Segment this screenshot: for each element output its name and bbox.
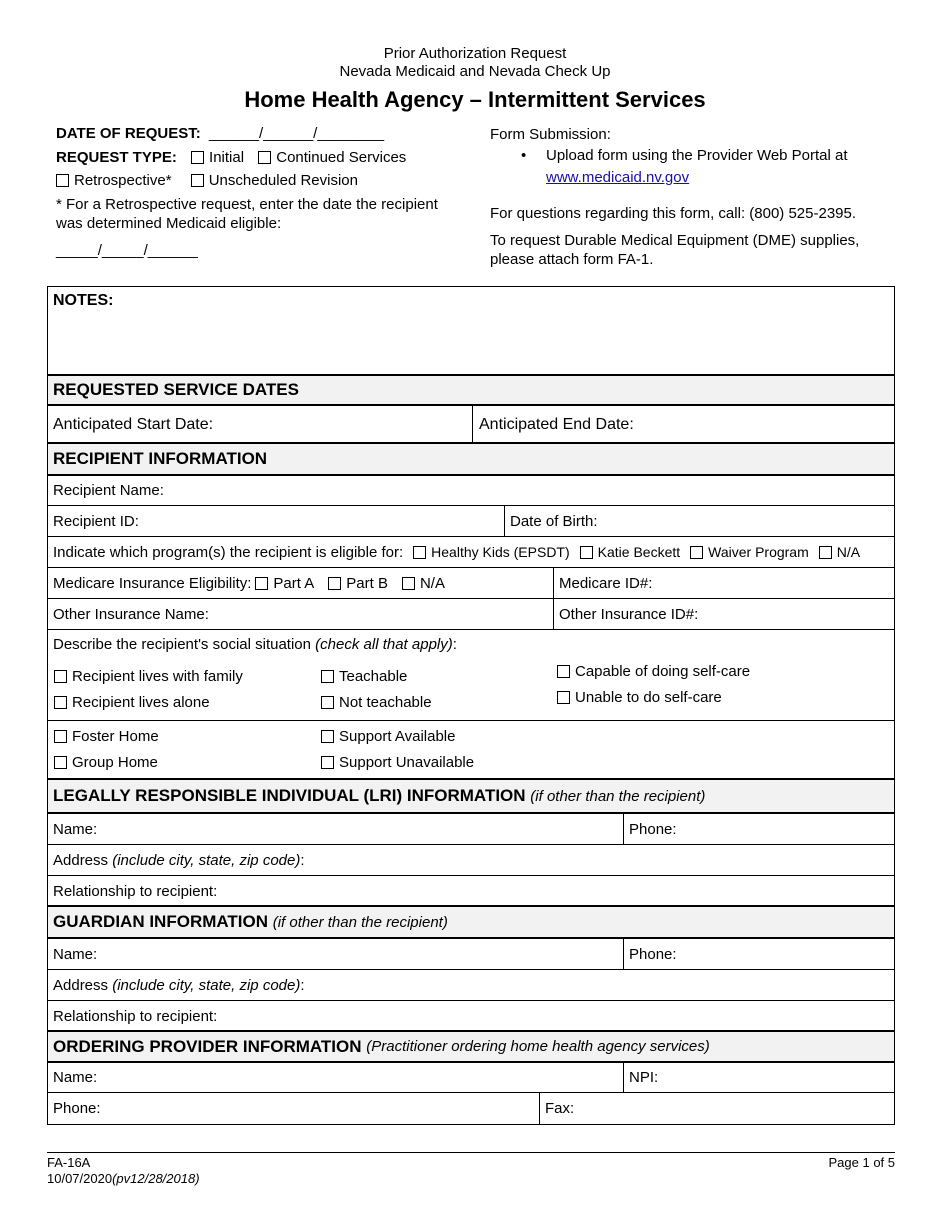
lri-address-field[interactable]: Address (include city, state, zip code) : — [47, 845, 895, 876]
not-teachable-checkbox[interactable]: Not teachable — [321, 694, 432, 711]
provider-header: ORDERING PROVIDER INFORMATION (Practitioner ordering home health agency services) — [47, 1030, 895, 1063]
medicare-id-field[interactable]: Medicare ID#: — [559, 574, 653, 592]
unscheduled-revision-checkbox[interactable]: Unscheduled Revision — [191, 172, 358, 189]
upload-instruction: Upload form using the Provider Web Portal at — [546, 147, 848, 164]
form-id: FA-16A — [47, 1155, 91, 1170]
healthy-kids-checkbox[interactable]: Healthy Kids (EPSDT) — [413, 544, 569, 560]
medicare-eligibility-label: Medicare Insurance Eligibility: — [53, 574, 252, 592]
medicare-row — [47, 568, 895, 599]
lives-alone-checkbox[interactable]: Recipient lives alone — [54, 694, 210, 711]
notes-label: NOTES: — [53, 292, 114, 309]
lri-header: LEGALLY RESPONSIBLE INDIVIDUAL (LRI) INFORMATION (if other than the recipient) — [47, 778, 895, 814]
provider-fax-field[interactable]: Fax: — [545, 1100, 575, 1117]
support-unavailable-checkbox[interactable]: Support Unavailable — [321, 754, 474, 771]
teachable-checkbox[interactable]: Teachable — [321, 668, 407, 685]
form-title: Home Health Agency – Intermittent Services — [244, 87, 706, 112]
retrospective-checkbox[interactable]: Retrospective* — [56, 172, 172, 189]
provider-npi-field[interactable]: NPI: — [629, 1069, 659, 1086]
continued-services-checkbox[interactable]: Continued Services — [258, 149, 406, 166]
support-available-checkbox[interactable]: Support Available — [321, 728, 455, 745]
part-b-checkbox[interactable]: Part B — [328, 575, 388, 592]
medicare-na-checkbox[interactable]: N/A — [402, 575, 445, 592]
footer-divider — [47, 1152, 895, 1153]
program-eligibility-label: Indicate which program(s) the recipient is eligible for: — [53, 543, 404, 561]
lri-phone-field[interactable]: Phone: — [629, 820, 677, 838]
guardian-address-field[interactable]: Address (include city, state, zip code) : — [47, 970, 895, 1001]
provider-name-field[interactable]: Name: — [53, 1069, 98, 1086]
lives-with-family-checkbox[interactable]: Recipient lives with family — [54, 668, 243, 685]
other-insurance-name-field[interactable]: Other Insurance Name: — [53, 605, 209, 623]
request-type-label: REQUEST TYPE: — [56, 149, 177, 166]
recipient-id-row — [47, 506, 895, 537]
guardian-name-field[interactable]: Name: — [53, 945, 98, 963]
recipient-id-field[interactable]: Recipient ID: — [53, 512, 139, 530]
provider-name-row — [47, 1063, 895, 1093]
program-na-checkbox[interactable]: N/A — [819, 544, 860, 560]
notes-box[interactable] — [47, 286, 895, 376]
group-home-checkbox[interactable]: Group Home — [54, 754, 158, 771]
service-dates-row — [47, 406, 895, 444]
lri-name-field[interactable]: Name: — [53, 820, 98, 838]
katie-beckett-checkbox[interactable]: Katie Beckett — [580, 544, 681, 560]
lri-name-row — [47, 814, 895, 845]
date-of-birth-field[interactable]: Date of Birth: — [510, 512, 598, 530]
recipient-name-field[interactable]: Recipient Name: — [47, 476, 895, 506]
other-insurance-id-field[interactable]: Other Insurance ID#: — [559, 605, 699, 623]
lri-relationship-field[interactable]: Relationship to recipient: — [47, 876, 895, 907]
guardian-name-row — [47, 939, 895, 970]
page-number: Page 1 of 5 — [828, 1155, 895, 1170]
waiver-program-checkbox[interactable]: Waiver Program — [690, 544, 809, 560]
retrospective-date-field[interactable]: _____/_____/______ — [56, 242, 198, 259]
guardian-phone-field[interactable]: Phone: — [629, 945, 677, 963]
unable-self-care-checkbox[interactable]: Unable to do self-care — [557, 689, 722, 706]
form-submission-label: Form Submission: — [490, 126, 611, 143]
recipient-info-header: RECIPIENT INFORMATION — [47, 442, 895, 476]
form-subtitle-2: Nevada Medicaid and Nevada Check Up — [339, 63, 611, 80]
date-of-request-field[interactable]: ______/______/________ — [208, 125, 385, 142]
program-eligibility-row — [47, 537, 895, 568]
social-situation-label: Describe the recipient's social situation (check all that apply): — [53, 636, 457, 653]
initial-checkbox[interactable]: Initial — [191, 149, 244, 166]
other-insurance-row — [47, 599, 895, 630]
guardian-relationship-field[interactable]: Relationship to recipient: — [47, 1001, 895, 1032]
anticipated-start-date-field[interactable]: Anticipated Start Date: — [53, 415, 214, 433]
social-situation-block-1 — [47, 630, 895, 721]
foster-home-checkbox[interactable]: Foster Home — [54, 728, 159, 745]
social-situation-block-2 — [47, 721, 895, 779]
capable-self-care-checkbox[interactable]: Capable of doing self-care — [557, 663, 750, 680]
questions-phone-text: For questions regarding this form, call: (800) 525-2395. — [490, 205, 857, 222]
medicaid-website-link[interactable]: www.medicaid.nv.gov — [546, 169, 690, 186]
provider-phone-field[interactable]: Phone: — [53, 1100, 101, 1117]
retrospective-note: * For a Retrospective request, enter the date the recipient was determined Medicaid eligible: — [56, 196, 438, 232]
form-revision: 10/07/2020(pv12/28/2018) — [47, 1171, 200, 1186]
bullet-icon: • — [521, 147, 527, 164]
form-subtitle-1: Prior Authorization Request — [383, 45, 567, 62]
service-dates-header: REQUESTED SERVICE DATES — [47, 374, 895, 406]
guardian-header: GUARDIAN INFORMATION (if other than the recipient) — [47, 905, 895, 939]
dme-instruction: To request Durable Medical Equipment (DME) supplies, please attach form FA-1. — [490, 232, 860, 268]
part-a-checkbox[interactable]: Part A — [255, 575, 314, 592]
anticipated-end-date-field[interactable]: Anticipated End Date: — [479, 415, 634, 433]
provider-phone-row — [47, 1093, 895, 1125]
date-of-request-label: DATE OF REQUEST: — [56, 125, 201, 142]
